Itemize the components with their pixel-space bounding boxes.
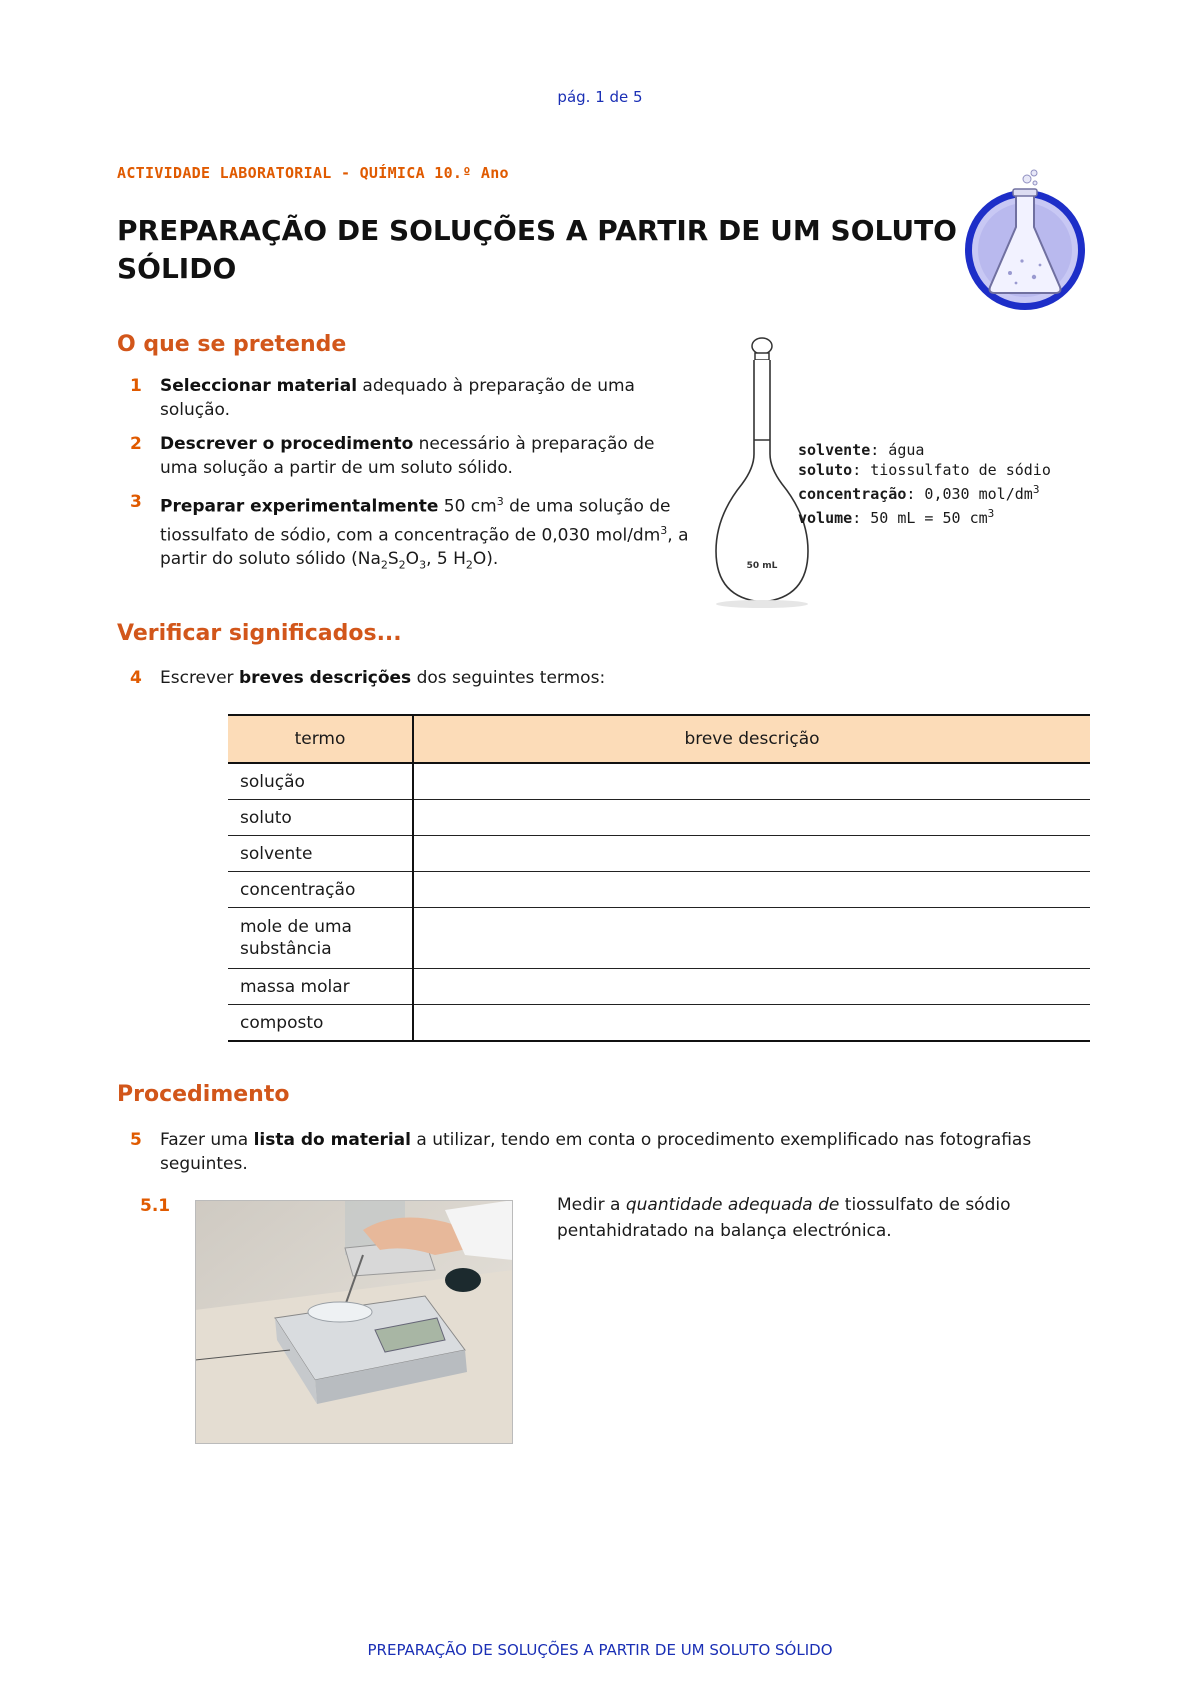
table-row <box>228 800 1090 836</box>
list-item: 5 Fazer uma lista do material a utilizar, tendo em conta o procedimento exemplificado nas fotografias seguintes. <box>130 1130 1032 1174</box>
description-cell[interactable] <box>413 1005 1090 1042</box>
concentration-line: concentração: 0,030 mol/$dm^3$ <box>798 483 1040 503</box>
term-cell: massa molar <box>228 969 413 1005</box>
term-cell: composto <box>228 1005 413 1042</box>
term-cell: solvente <box>228 836 413 872</box>
terms-table <box>228 714 1090 1042</box>
description-cell[interactable] <box>413 872 1090 908</box>
page-title: PREPARAÇÃO DE SOLUÇÕES A PARTIR DE UM SOLUTO SÓLIDO <box>117 214 957 285</box>
table-row <box>228 836 1090 872</box>
volumetric-flask-illustration <box>712 336 812 614</box>
step-number: 5.1 <box>140 1196 171 1216</box>
section-heading-procedure: Procedimento <box>117 1082 290 1107</box>
meanings-list <box>130 666 1030 700</box>
term-cell: concentração <box>228 872 413 908</box>
table-header-row <box>228 715 1090 763</box>
column-header-term: termo <box>228 715 413 763</box>
term-cell: solução <box>228 763 413 800</box>
column-header-description: breve descrição <box>413 715 1090 763</box>
table-row <box>228 908 1090 969</box>
solute-line: soluto: tiossulfato de sódio <box>798 461 1051 479</box>
table-row <box>228 1005 1090 1042</box>
step-description: Medir a quantidade adequada de tiossulfato de sódio pentahidratado na balança electrónica. <box>557 1195 1011 1241</box>
section-heading-meanings: Verificar significados... <box>117 621 402 646</box>
list-item: 2 Descrever o procedimento necessário à preparação de uma solução a partir de um soluto sólido. <box>130 434 655 478</box>
list-item: 1 Seleccionar material adequado à preparação de uma solução. <box>130 376 635 420</box>
table-row <box>228 872 1090 908</box>
erlenmeyer-flask-icon <box>960 165 1090 315</box>
table-row <box>228 763 1090 800</box>
section-heading-aims: O que se pretende <box>117 332 347 357</box>
activity-kicker: ACTIVIDADE LABORATORIAL - QUÍMICA 10.º Ano <box>117 164 509 182</box>
list-item: 3 Preparar experimentalmente 50 $cm^3$ de uma solução de tiossulfato de sódio, com a concentração de 0,030 mol/$dm^3$, a partir do soluto sólido ($Na_2S_2O_3$, 5 $H_2O$). <box>130 492 689 572</box>
description-cell[interactable] <box>413 969 1090 1005</box>
description-cell[interactable] <box>413 908 1090 969</box>
list-item: 4 Escrever breves descrições dos seguintes termos: <box>130 668 606 688</box>
volume-line: volume: 50 mL = 50 $cm^3$ <box>798 507 995 527</box>
description-cell[interactable] <box>413 763 1090 800</box>
term-cell: mole de uma substância <box>228 908 413 969</box>
flask-volume-mark: 50 mL <box>746 561 778 571</box>
description-cell[interactable] <box>413 836 1090 872</box>
flask-info <box>798 440 1051 528</box>
term-cell: soluto <box>228 800 413 836</box>
aims-list <box>130 374 690 588</box>
table-row <box>228 969 1090 1005</box>
page-footer: PREPARAÇÃO DE SOLUÇÕES A PARTIR DE UM SOLUTO SÓLIDO <box>367 1641 833 1659</box>
balance-weighing-photo <box>195 1200 513 1444</box>
solvent-line: solvente: água <box>798 441 925 459</box>
procedure-list <box>130 1128 1100 1186</box>
description-cell[interactable] <box>413 800 1090 836</box>
page-number: pág. 1 de 5 <box>557 88 643 106</box>
